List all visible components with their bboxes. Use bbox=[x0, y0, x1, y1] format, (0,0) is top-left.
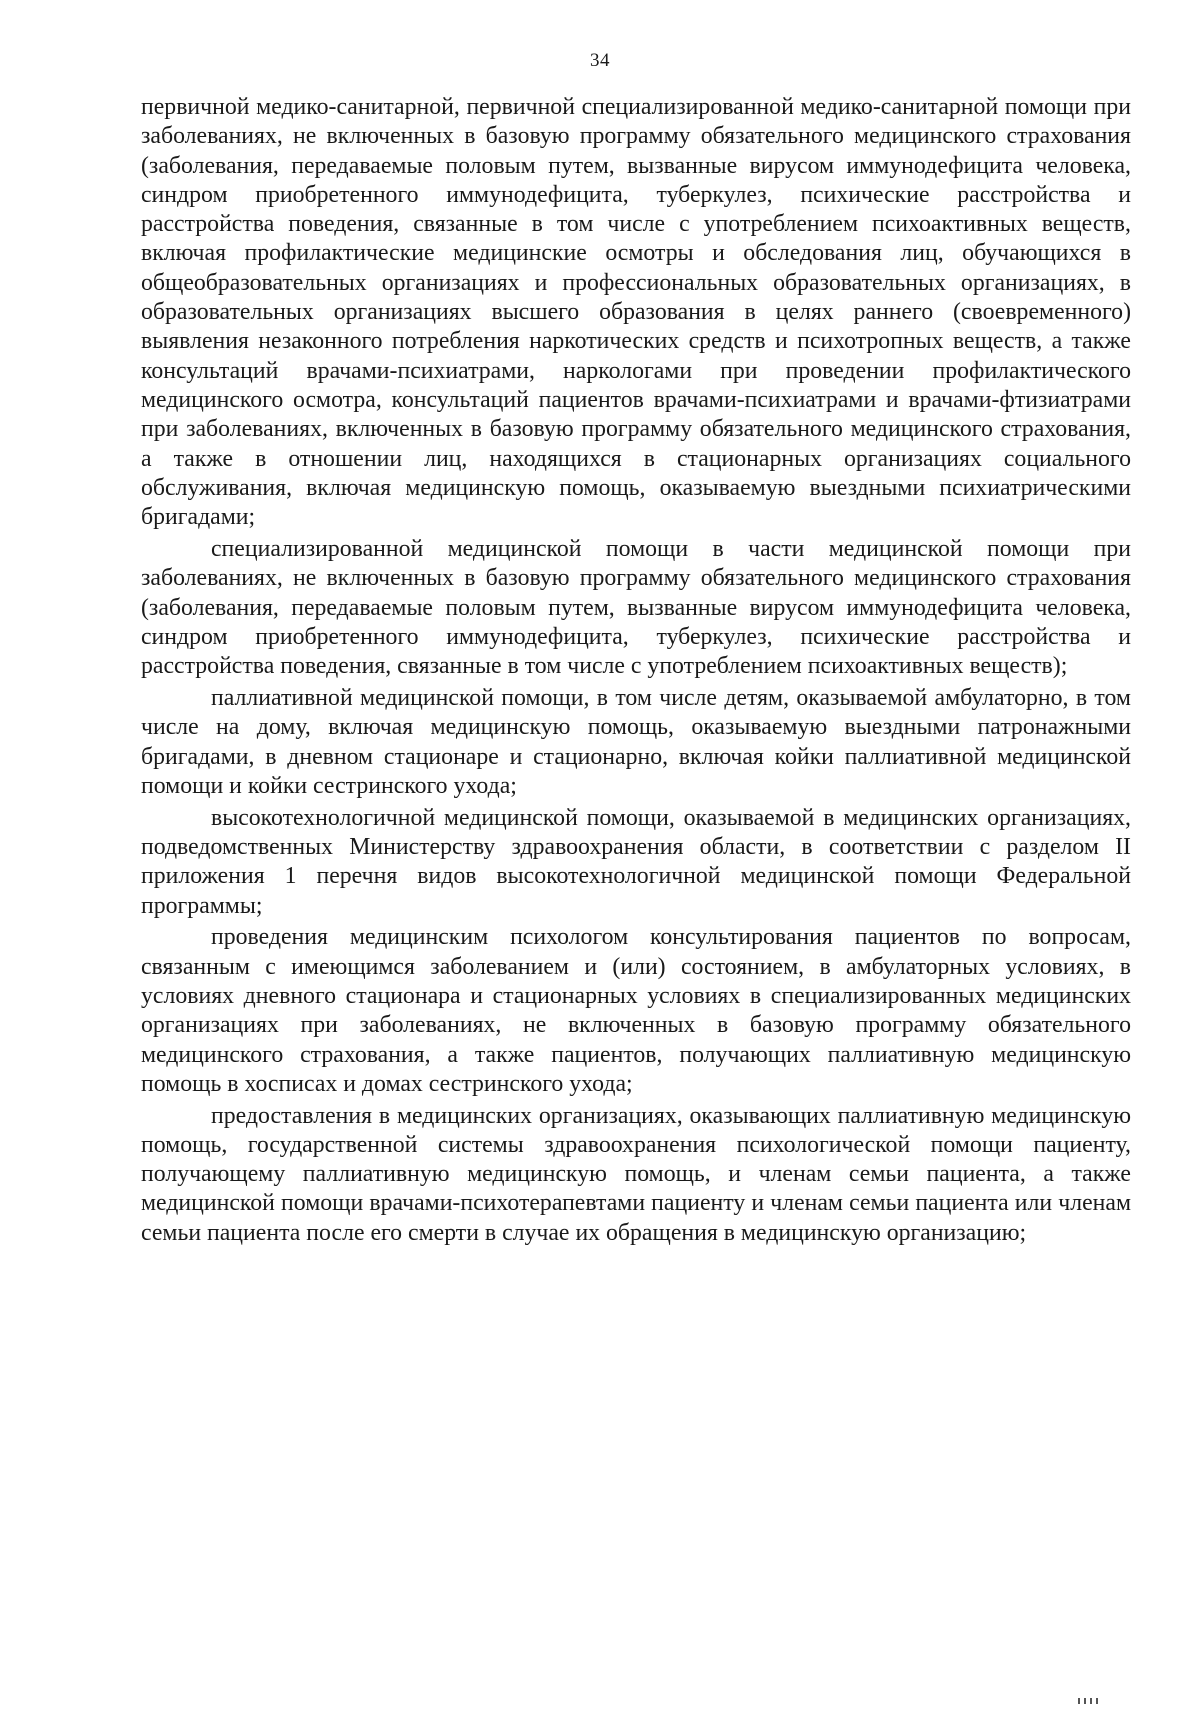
paragraph-psychological-help: предоставления в медицинских организациях, оказывающих паллиативную медицинскую помощь, государственной системы здравоохранения психологической помощи пациенту, получающему паллиативную медицинскую помощь, и членам семьи пациента, а также медицинской помощи врачами-психотерапевтами пациенту и членам семьи пациента или членам семьи пациента после его смерти в случае их обращения в медицинскую организацию; bbox=[141, 1102, 1131, 1246]
document-body bbox=[141, 93, 1131, 1248]
paragraph-high-tech-care: высокотехнологичной медицинской помощи, оказываемой в медицинских организациях, подведомственных Министерству здравоохранения области, в соответствии с разделом II приложения 1 перечня видов высокотехнологичной медицинской помощи Федеральной программы; bbox=[141, 804, 1131, 919]
scan-artifact-mark bbox=[1078, 1691, 1118, 1697]
page-number: 34 bbox=[590, 50, 610, 71]
paragraph-specialized-care: специализированной медицинской помощи в части медицинской помощи при заболеваниях, не включенных в базовую программу обязательного медицинского страхования (заболевания, передаваемые половым путем, вызванные вирусом иммунодефицита человека, синдром приобретенного иммунодефицита, туберкулез, психические расстройства и расстройства поведения, связанные в том числе с употреблением психоактивных веществ); bbox=[141, 535, 1131, 680]
paragraph-palliative-care: паллиативной медицинской помощи, в том числе детям, оказываемой амбулаторно, в том числе на дому, включая медицинскую помощь, оказываемую выездными патронажными бригадами, в дневном стационаре и стационарно, включая койки паллиативной медицинской помощи и койки сестринского ухода; bbox=[141, 684, 1131, 799]
paragraph-primary-care: первичной медико-санитарной, первичной специализированной медико-санитарной помощи при заболеваниях, не включенных в базовую программу обязательного медицинского страхования (заболевания, передаваемые половым путем, вызванные вирусом иммунодефицита человека, синдром приобретенного иммунодефицита, туберкулез, психические расстройства и расстройства поведения, связанные в том числе с употреблением психоактивных веществ, включая профилактические медицинские осмотры и обследования лиц, обучающихся в общеобразовательных организациях и профессиональных образовательных организациях, в образовательных организациях высшего образования в целях раннего (своевременного) выявления незаконного потребления наркотических средств и психотропных веществ, а также консультаций врачами-психиатрами, наркологами при проведении профилактического медицинского осмотра, консультаций пациентов врачами-психиатрами и врачами-фтизиатрами при заболеваниях, включенных в базовую программу обязательного медицинского страхования, а также в отношении лиц, находящихся в стационарных организациях социального обслуживания, включая медицинскую помощь, оказываемую выездными психиатрическими бригадами; bbox=[141, 94, 1131, 531]
paragraph-psychologist-consulting: проведения медицинским психологом консультирования пациентов по вопросам, связанным с имеющимся заболеванием и (или) состоянием, в амбулаторных условиях, в условиях дневного стационара и стационарных условиях в специализированных медицинских организациях при заболеваниях, не включенных в базовую программу обязательного медицинского страхования, а также пациентов, получающих паллиативную медицинскую помощь в хосписах и домах сестринского ухода; bbox=[141, 924, 1131, 1097]
